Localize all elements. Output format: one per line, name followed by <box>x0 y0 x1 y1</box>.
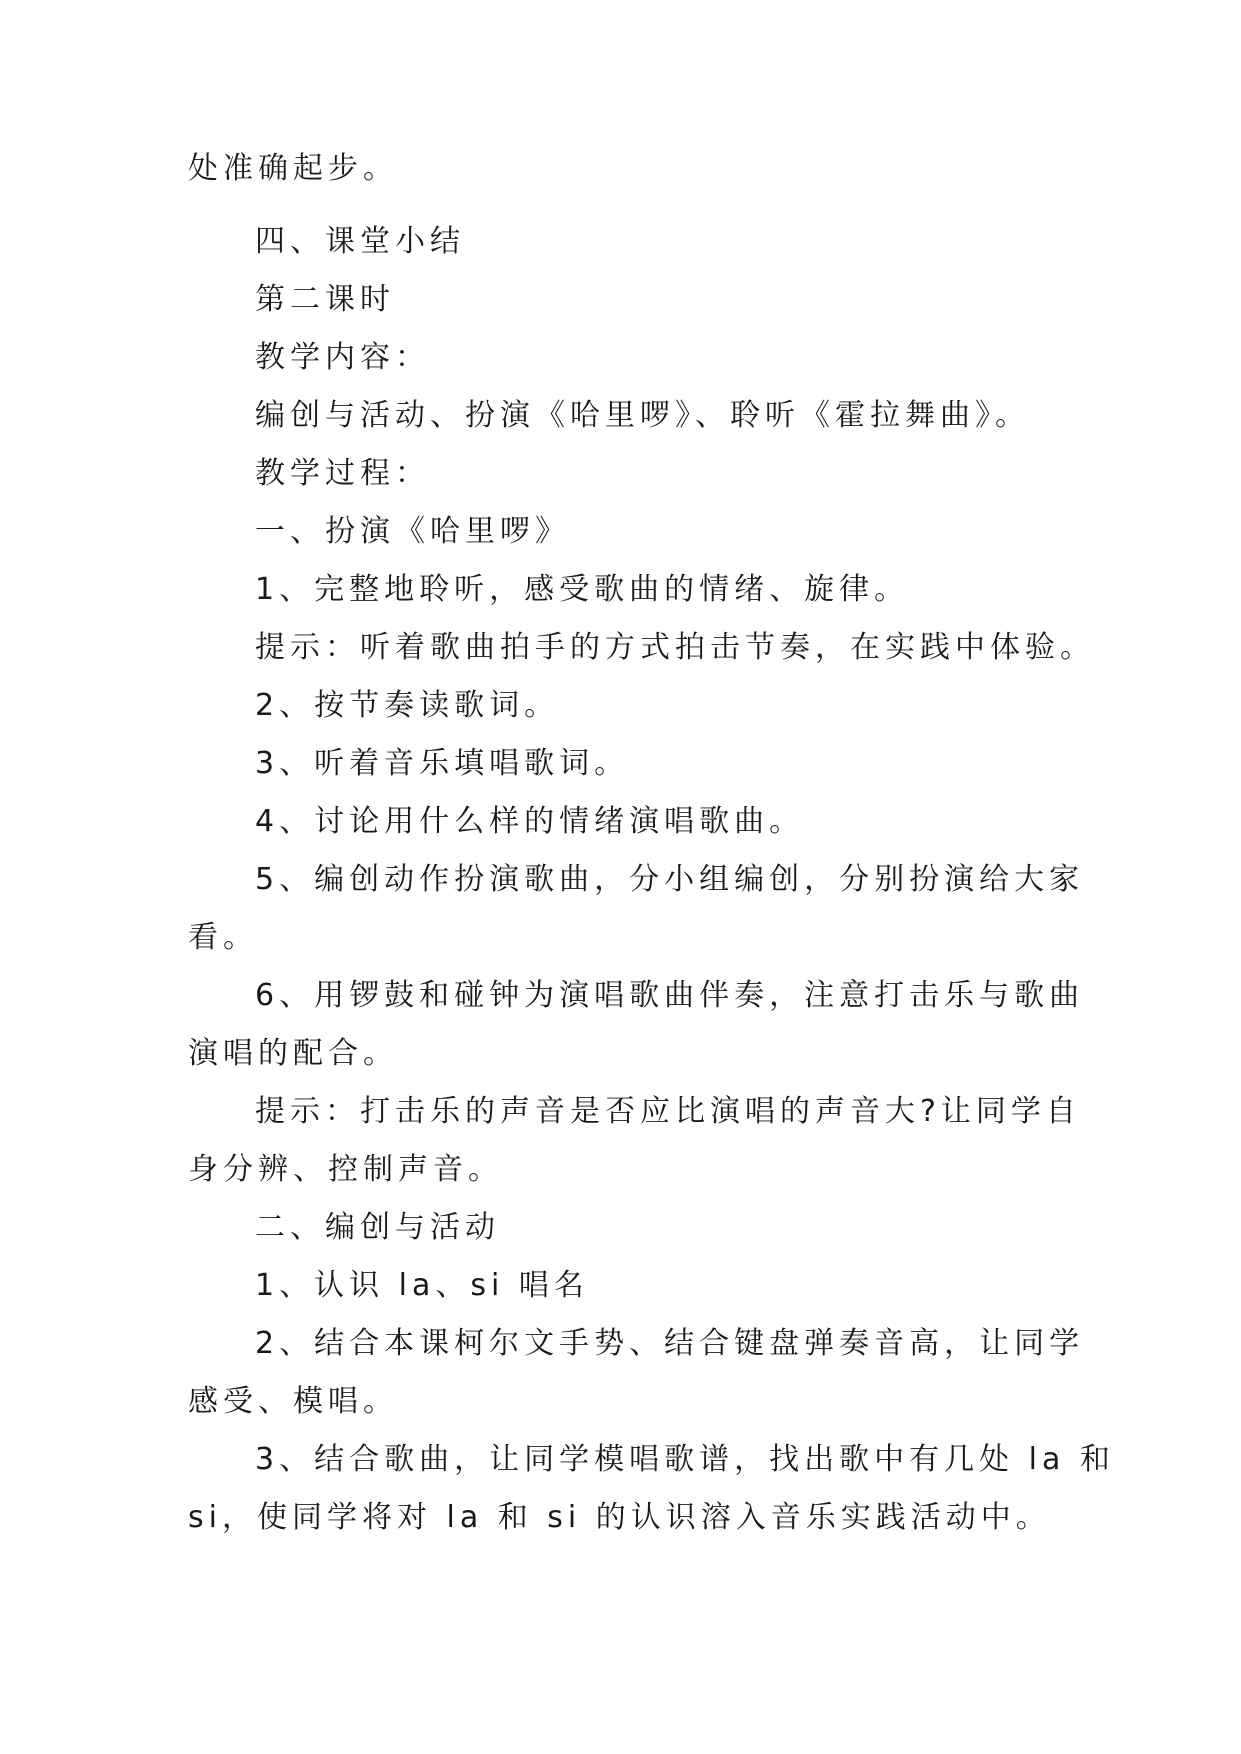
text-line: 感受、模唱。 <box>188 1384 398 1419</box>
list-item: 3、听着音乐填唱歌词。 <box>255 746 630 781</box>
list-item: 1、认识 la、si 唱名 <box>255 1268 589 1303</box>
text-line: 演唱的配合。 <box>188 1036 398 1071</box>
list-item: 6、用锣鼓和碰钟为演唱歌曲伴奏，注意打击乐与歌曲 <box>255 978 1085 1013</box>
text-line: 编创与活动、扮演《哈里啰》、聆听《霍拉舞曲》。 <box>255 398 1030 433</box>
list-item: 3、结合歌曲，让同学模唱歌谱，找出歌中有几处 la 和 <box>255 1442 1115 1477</box>
list-item: 1、完整地聆听，感受歌曲的情绪、旋律。 <box>255 572 910 607</box>
section-heading: 一、扮演《哈里啰》 <box>255 514 570 549</box>
lesson-heading: 第二课时 <box>255 282 395 317</box>
section-heading: 二、编创与活动 <box>255 1210 500 1245</box>
text-line: 提示：打击乐的声音是否应比演唱的声音大?让同学自 <box>255 1094 1081 1129</box>
section-heading: 四、课堂小结 <box>255 224 465 259</box>
text-line: 身分辨、控制声音。 <box>188 1152 503 1187</box>
text-line: 提示：听着歌曲拍手的方式拍击节奏，在实践中体验。 <box>255 630 1095 665</box>
text-line: si，使同学将对 la 和 si 的认识溶入音乐实践活动中。 <box>188 1500 1051 1535</box>
text-line: 教学过程： <box>255 456 430 491</box>
list-item: 2、结合本课柯尔文手势、结合键盘弹奏音高，让同学 <box>255 1326 1085 1361</box>
list-item: 4、讨论用什么样的情绪演唱歌曲。 <box>255 804 805 839</box>
list-item: 5、编创动作扮演歌曲，分小组编创，分别扮演给大家 <box>255 862 1085 897</box>
text-line: 看。 <box>188 920 258 955</box>
text-line: 处准确起步。 <box>188 151 398 186</box>
text-line: 教学内容： <box>255 340 430 375</box>
list-item: 2、按节奏读歌词。 <box>255 688 560 723</box>
